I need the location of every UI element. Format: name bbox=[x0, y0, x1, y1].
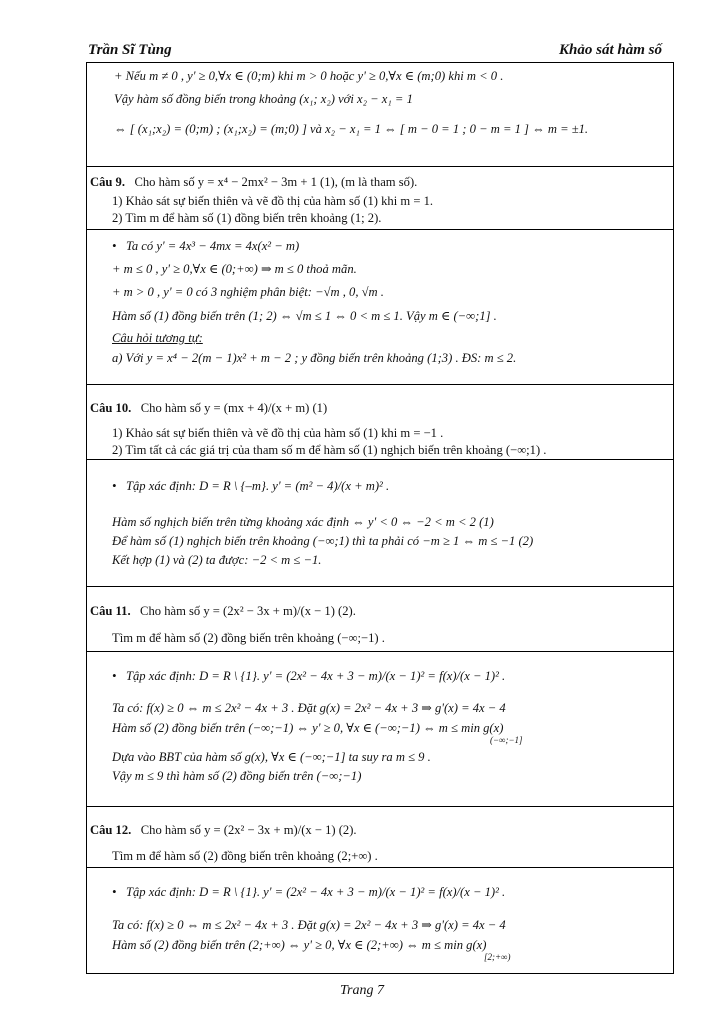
solution-12-line-3: Hàm số (2) đồng biến trên (2;+∞) ⇔ y' ≥ 0, ∀x ∈ (2;+∞) ⇔ m ≤ min g(x) bbox=[112, 938, 487, 952]
question-text: Cho hàm số y = (2x² − 3x + m)/(x − 1) (2). bbox=[140, 823, 357, 837]
question-12-part-1: Tìm m để hàm số (2) đồng biến trên khoảng (2;+∞) . bbox=[112, 849, 378, 863]
top-line-1: + Nếu m ≠ 0 , y' ≥ 0,∀x ∈ (0;m) khi m > 0 hoặc y' ≥ 0,∀x ∈ (m;0) khi m < 0 . bbox=[114, 69, 504, 83]
bullet-icon: • bbox=[112, 479, 117, 493]
bullet-icon: • bbox=[112, 885, 117, 899]
question-9-part-1: 1) Khảo sát sự biến thiên và vẽ đồ thị của hàm số (1) khi m = 1. bbox=[112, 194, 434, 208]
solution-11-line-4: Dựa vào BBT của hàm số g(x), ∀x ∈ (−∞;−1] ta suy ra m ≤ 9 . bbox=[112, 750, 431, 764]
solution-11-line-3: Hàm số (2) đồng biến trên (−∞;−1) ⇔ y' ≥ 0, ∀x ∈ (−∞;−1) ⇔ m ≤ min g(x) bbox=[112, 721, 504, 735]
question-11 bbox=[90, 603, 356, 619]
solution-10-line-2: Hàm số nghịch biến trên từng khoảng xác định ⇔ y' < 0 ⇔ −2 < m < 2 (1) bbox=[112, 515, 494, 529]
question-label: Câu 11. bbox=[90, 604, 131, 618]
question-text: Cho hàm số y = (mx + 4)/(x + m) (1) bbox=[140, 401, 328, 415]
min-subscript: [2;+∞) bbox=[484, 952, 511, 962]
page-number: Trang 7 bbox=[340, 983, 384, 998]
solution-11-line-2: Ta có: f(x) ≥ 0 ⇔ m ≤ 2x² − 4x + 3 . Đặt g(x) = 2x² − 4x + 3 ⇒ g'(x) = 4x − 4 bbox=[112, 701, 506, 715]
bullet-icon: • bbox=[112, 239, 117, 253]
question-9-part-2: 2) Tìm m để hàm số (1) đồng biến trên khoảng (1; 2). bbox=[112, 211, 382, 225]
solution-9-line-3: + m > 0 , y' = 0 có 3 nghiệm phân biệt: −√m , 0, √m . bbox=[112, 285, 384, 299]
question-10-part-1: 1) Khảo sát sự biến thiên và vẽ đồ thị của hàm số (1) khi m = −1 . bbox=[112, 426, 444, 440]
solution-12-line-2: Ta có: f(x) ≥ 0 ⇔ m ≤ 2x² − 4x + 3 . Đặt g(x) = 2x² − 4x + 3 ⇒ g'(x) = 4x − 4 bbox=[112, 918, 506, 932]
solution-11-line-1: • Tập xác định: D = R \ {1}. y' = (2x² − 4x + 3 − m)/(x − 1)² = f(x)/(x − 1)² . bbox=[112, 669, 506, 683]
question-12 bbox=[90, 822, 357, 838]
question-text: Cho hàm số y = x⁴ − 2mx² − 3m + 1 (1), (m là tham số). bbox=[134, 175, 418, 189]
solution-9-line-6: a) Với y = x⁴ − 2(m − 1)x² + m − 2 ; y đồng biến trên khoảng (1;3) . ĐS: m ≤ 2. bbox=[112, 351, 517, 365]
question-label: Câu 12. bbox=[90, 823, 132, 837]
question-text: Cho hàm số y = (2x² − 3x + m)/(x − 1) (2). bbox=[140, 604, 356, 618]
solution-10-line-1: • Tập xác định: D = R \ {–m}. y' = (m² − 4)/(x + m)² . bbox=[112, 479, 390, 493]
header-author: Trần Sĩ Tùng bbox=[88, 42, 172, 58]
min-subscript: (−∞;−1] bbox=[490, 735, 523, 745]
question-9 bbox=[90, 174, 417, 190]
similar-questions-heading: Câu hỏi tương tự: bbox=[112, 331, 203, 345]
question-10-part-2: 2) Tìm tất cả các giá trị của tham số m để hàm số (1) nghịch biến trên khoảng (−∞;1) . bbox=[112, 443, 547, 457]
question-label: Câu 9. bbox=[90, 175, 125, 189]
bullet-icon: • bbox=[112, 669, 117, 683]
solution-9-line-1: • Ta có y' = 4x³ − 4mx = 4x(x² − m) bbox=[112, 239, 300, 253]
solution-11-line-5: Vậy m ≤ 9 thì hàm số (2) đồng biến trên (−∞;−1) bbox=[112, 769, 362, 783]
top-line-2: Vậy hàm số đồng biến trong khoảng (x₁; x₂) với x₂ − x₁ = 1 bbox=[114, 92, 413, 106]
question-11-part-1: Tìm m để hàm số (2) đồng biến trên khoảng (−∞;−1) . bbox=[112, 631, 385, 645]
solution-9-line-4: Hàm số (1) đồng biến trên (1; 2) ⇔ √m ≤ 1 ⇔ 0 < m ≤ 1. Vậy m ∈ (−∞;1] . bbox=[112, 309, 497, 323]
top-line-3: ⇔ [ (x₁;x₂) = (0;m) ; (x₁;x₂) = (m;0) ] và x₂ − x₁ = 1 ⇔ [ m − 0 = 1 ; 0 − m = 1 ] ⇔ m = ±1. bbox=[114, 122, 589, 136]
solution-10-line-3: Để hàm số (1) nghịch biến trên khoảng (−∞;1) thì ta phải có −m ≥ 1 ⇔ m ≤ −1 (2) bbox=[112, 534, 534, 548]
solution-9-line-2: + m ≤ 0 , y' ≥ 0,∀x ∈ (0;+∞) ⇒ m ≤ 0 thoả mãn. bbox=[112, 262, 357, 276]
question-label: Câu 10. bbox=[90, 401, 132, 415]
header-topic: Khảo sát hàm số bbox=[559, 42, 662, 58]
question-10 bbox=[90, 400, 327, 416]
solution-12-line-1: • Tập xác định: D = R \ {1}. y' = (2x² − 4x + 3 − m)/(x − 1)² = f(x)/(x − 1)² . bbox=[112, 885, 506, 899]
solution-10-line-4: Kết hợp (1) và (2) ta được: −2 < m ≤ −1. bbox=[112, 553, 322, 567]
